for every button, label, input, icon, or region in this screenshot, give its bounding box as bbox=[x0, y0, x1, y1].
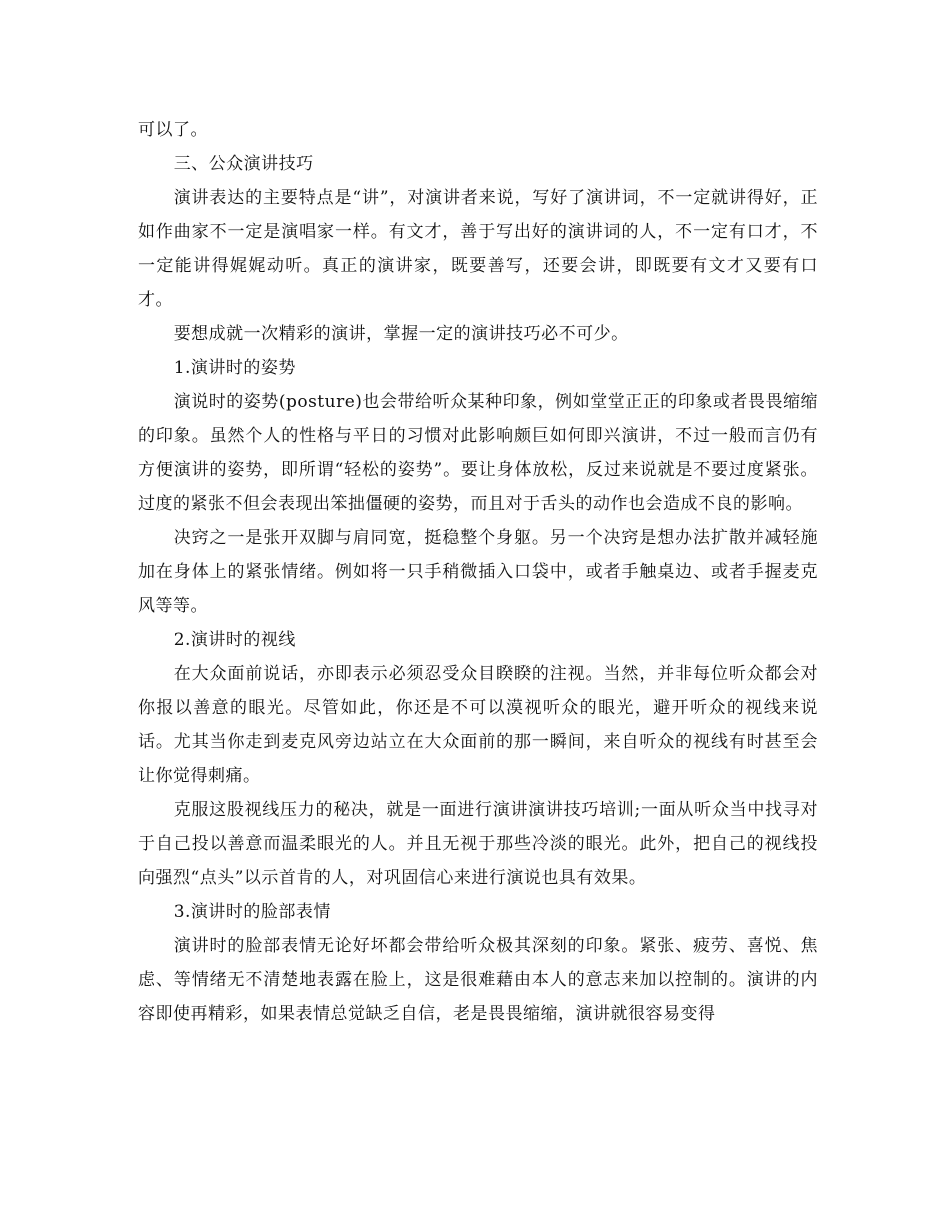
section-heading: 三、公众演讲技巧 bbox=[173, 154, 314, 174]
paragraph-continuation: 可以了。 bbox=[138, 120, 208, 140]
paragraph: 演讲表达的主要特点是“讲”，对演讲者来说，写好了演讲词，不一定就讲得好，正如作曲家不一定是演唱家一样。有文才，善于写出好的演讲词的人，不一定有口才，不一定能讲得娓娓动听。真正的演讲家，既要善写，还要会讲，即既要有文才又要有口才。 bbox=[138, 188, 818, 310]
document-body bbox=[138, 113, 818, 1031]
paragraph: 演说时的姿势(posture)也会带给听众某种印象，例如堂堂正正的印象或者畏畏缩缩的印象。虽然个人的性格与平日的习惯对此影响颇巨如何即兴演讲，不过一般而言仍有方便演讲的姿势，即所谓“轻松的姿势”。要让身体放松，反过来说就是不要过度紧张。过度的紧张不但会表现出笨拙僵硬的姿势，而且对于舌头的动作也会造成不良的影响。 bbox=[138, 392, 818, 514]
paragraph: 克服这股视线压力的秘决，就是一面进行演讲演讲技巧培训;一面从听众当中找寻对于自己投以善意而温柔眼光的人。并且无视于那些冷淡的眼光。此外，把自己的视线投向强烈“点头”以示首肯的人，对巩固信心来进行演说也具有效果。 bbox=[138, 800, 818, 888]
subheading-facial-expression: 3.演讲时的脸部表情 bbox=[173, 902, 331, 922]
subheading-posture: 1.演讲时的姿势 bbox=[173, 358, 296, 378]
paragraph: 决窍之一是张开双脚与肩同宽，挺稳整个身躯。另一个决窍是想办法扩散并减轻施加在身体上的紧张情绪。例如将一只手稍微插入口袋中，或者手触桌边、或者手握麦克风等等。 bbox=[138, 528, 818, 616]
paragraph: 演讲时的脸部表情无论好坏都会带给听众极其深刻的印象。紧张、疲劳、喜悦、焦虑、等情绪无不清楚地表露在脸上，这是很难藉由本人的意志来加以控制的。演讲的内容即使再精彩，如果表情总觉缺乏自信，老是畏畏缩缩，演讲就很容易变得 bbox=[138, 936, 818, 1024]
subheading-gaze: 2.演讲时的视线 bbox=[173, 630, 296, 650]
paragraph: 要想成就一次精彩的演讲，掌握一定的演讲技巧必不可少。 bbox=[173, 324, 629, 344]
paragraph: 在大众面前说话，亦即表示必须忍受众目睽睽的注视。当然，并非每位听众都会对你报以善意的眼光。尽管如此，你还是不可以漠视听众的眼光，避开听众的视线来说话。尤其当你走到麦克风旁边站立在大众面前的那一瞬间，来自听众的视线有时甚至会让你觉得刺痛。 bbox=[138, 664, 818, 786]
